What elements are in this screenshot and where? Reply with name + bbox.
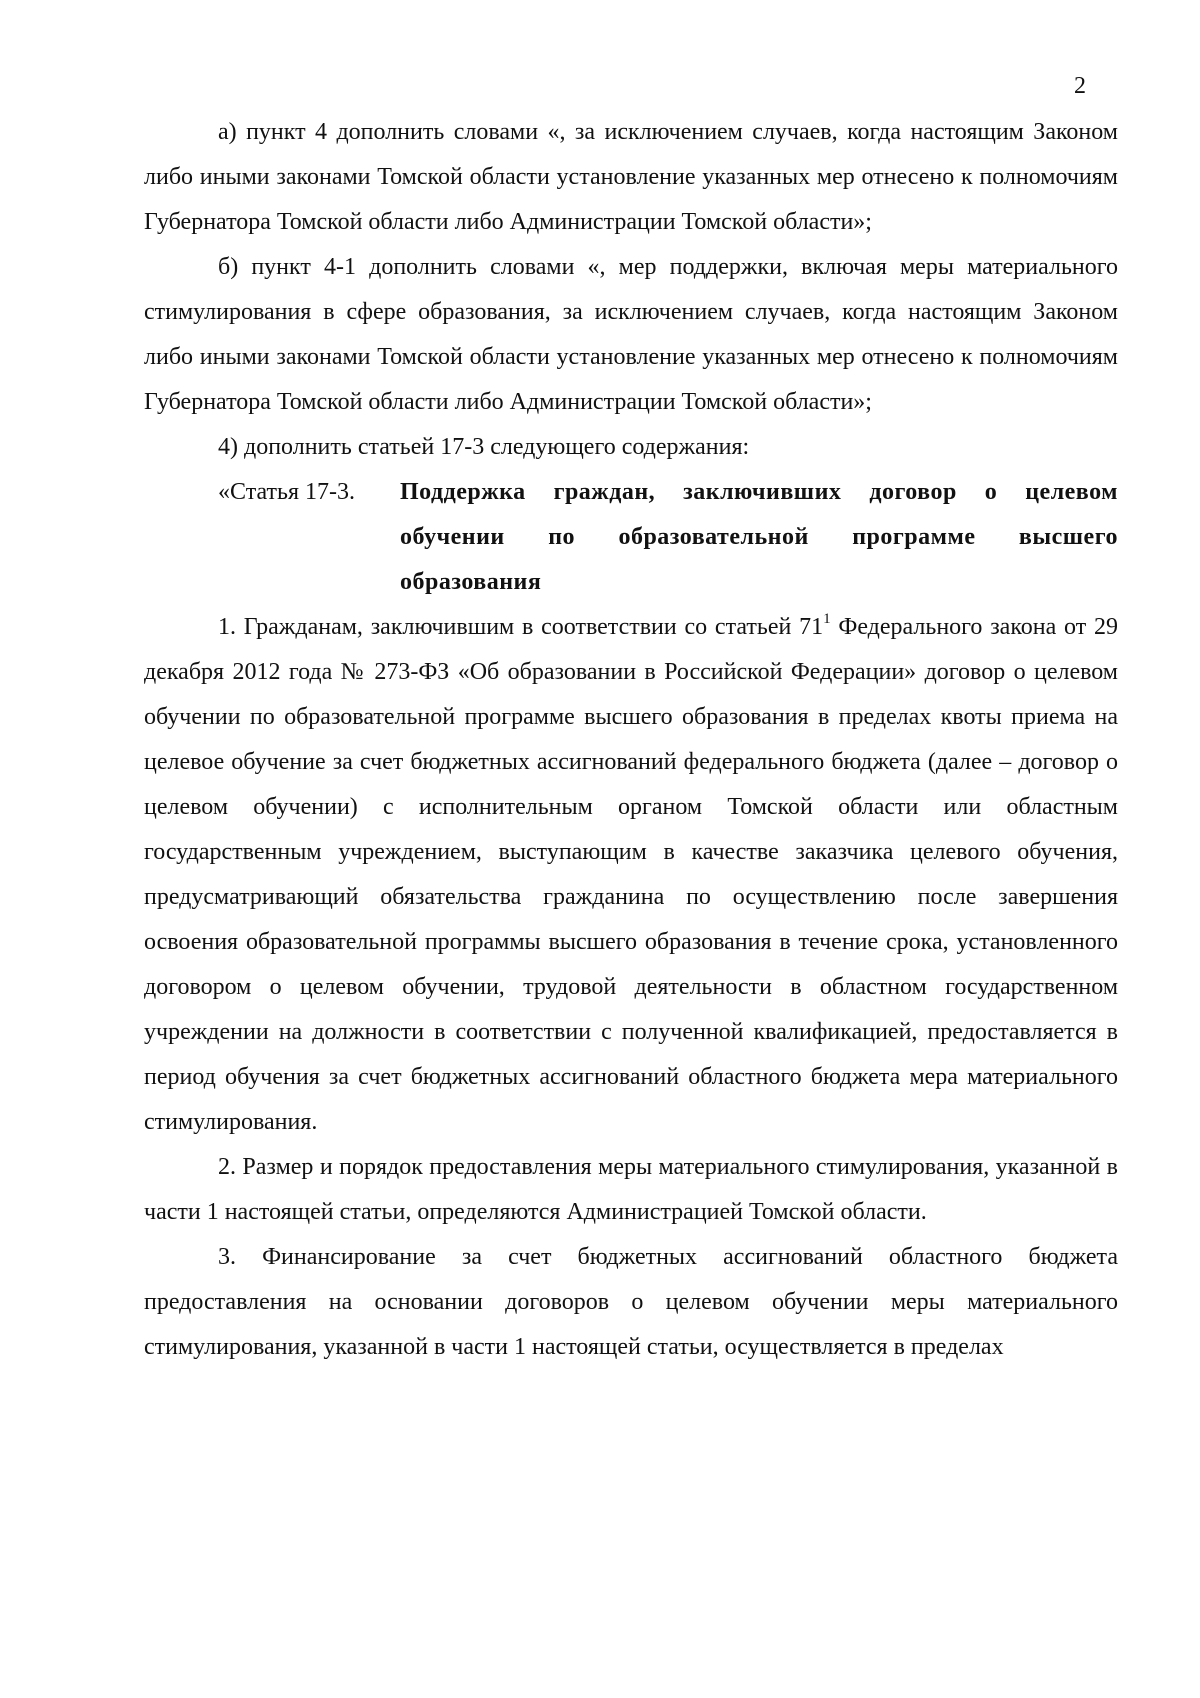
article-heading: [144, 470, 1118, 605]
part-1-text-start: 1. Гражданам, заключившим в соответствии со статьей 71: [218, 614, 824, 640]
paragraph-part-3: 3. Финансирование за счет бюджетных ассигнований областного бюджета предоставления на основании договоров о целевом обучении меры материального стимулирования, указанной в части 1 настоящей статьи, осуществляется в пределах: [144, 1244, 1118, 1360]
article-title: Поддержка граждан, заключивших договор о целевом обучении по образовательной программе высшего образования: [400, 479, 1118, 595]
footnote-superscript: 1: [823, 611, 831, 627]
paragraph-item-4: 4) дополнить статьей 17-3 следующего содержания:: [218, 434, 750, 460]
paragraph-part-2: 2. Размер и порядок предоставления меры материального стимулирования, указанной в части 1 настоящей статьи, определяются Администрацией Томской области.: [144, 1154, 1118, 1225]
part-1-text-end: Федерального закона от 29 декабря 2012 года № 273-ФЗ «Об образовании в Российской Федерации» договор о целевом обучении по образовательной программе высшего образования в пределах квоты приема на целевое обучение за счет бюджетных ассигнований федерального бюджета (далее – договор о целевом обучении) с исполнительным органом Томской области или областным государственным учреждением, выступающим в качестве заказчика целевого обучения, предусматривающий обязательства гражданина по осуществлению после завершения освоения образовательной программы высшего образования в течение срока, установленного договором о целевом обучении, трудовой деятельности в областном государственном учреждении на должности в соответствии с полученной квалификацией, предоставляется в период обучения за счет бюджетных ассигнований областного бюджета мера материального стимулирования.: [144, 614, 1118, 1135]
article-number: «Статья 17-3.: [218, 479, 355, 505]
paragraph-amendment-a: а) пункт 4 дополнить словами «, за исключением случаев, когда настоящим Законом либо иными законами Томской области установление указанных мер отнесено к полномочиям Губернатора Томской области либо Администрации Томской области»;: [144, 119, 1118, 235]
paragraph-amendment-b: б) пункт 4-1 дополнить словами «, мер поддержки, включая меры материального стимулирования в сфере образования, за исключением случаев, когда настоящим Законом либо иными законами Томской области установление указанных мер отнесено к полномочиям Губернатора Томской области либо Администрации Томской области»;: [144, 254, 1118, 415]
document-body: [144, 110, 1118, 1370]
page-number: 2: [1074, 73, 1086, 99]
paragraph-part-1: [144, 605, 1118, 1145]
